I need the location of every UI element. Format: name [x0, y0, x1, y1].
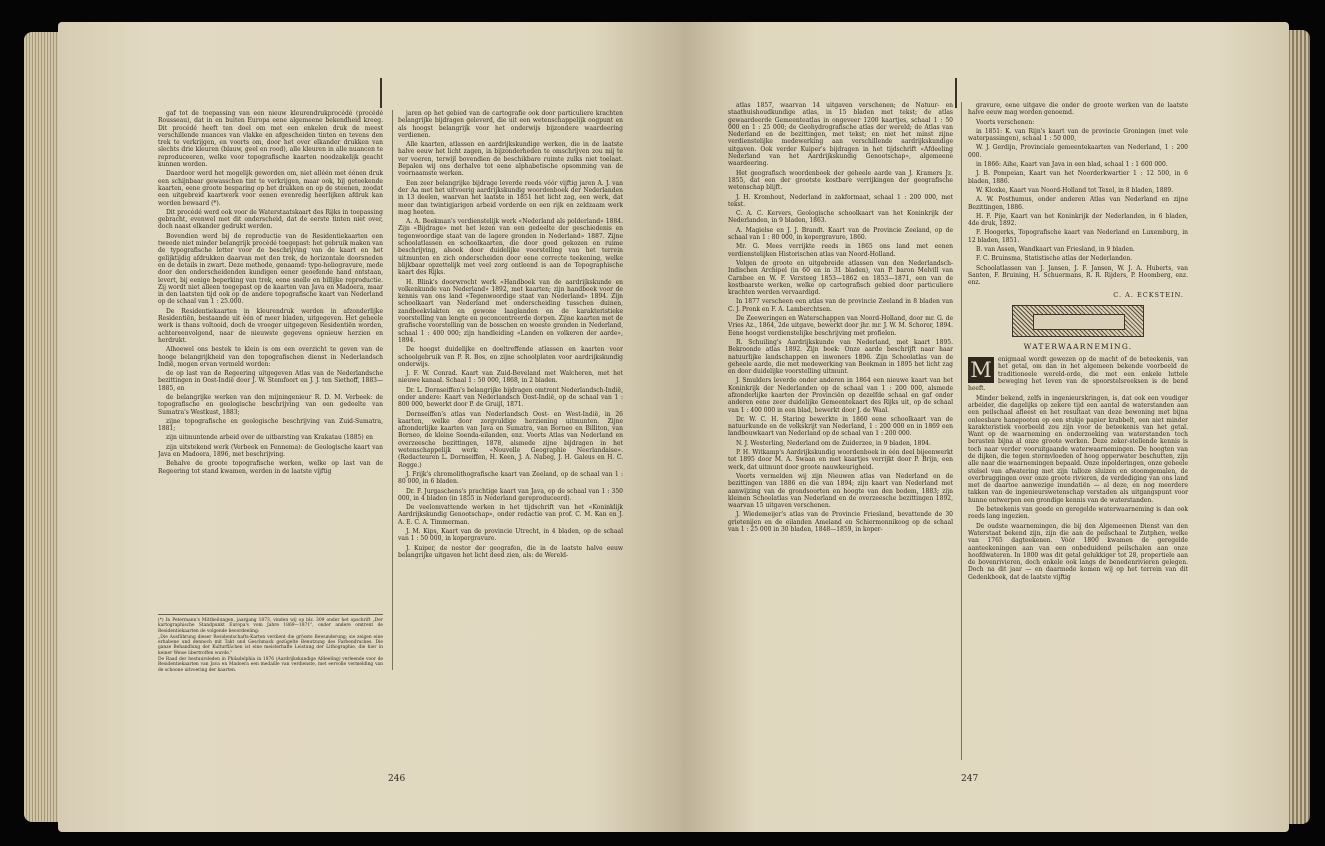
- paragraph: Een zeer belangrijke bijdrage leverde reeds vóór vijftig jaren A. J. van der Aa met het uitvoerig aardrijkskundig woordenboek der Nederlanden in 13 deelen, waarvan het laatste in 1851 het licht zag, een werk, dat meer dan twintigjarigen arbeid vorderde en een rijk en zeldzaam werk mag heeten.: [398, 179, 623, 216]
- paragraph: Dr. F. Jurgaschens's prachtige kaart van Java, op de schaal van 1 : 350 000, in 4 bladen (in 1855 in Nederland gereproduceerd).: [398, 487, 623, 502]
- paragraph: Alle kaarten, atlassen en aardrijkskundige werken, die in de laatste halve eeuw het licht zagen, in bijzonderheden te omschrijven zou mij te ver voeren, terwijl bovendien de beschikbare ruimte zulks niet toelaat. Bepalen wij ons derhalve tot eene alphabetische opsomming van de voornaamste werken.: [398, 141, 623, 178]
- paragraph: C. A. C. Kervers, Geologische schoolkaart van het Koninkrijk der Nederlanden, in 9 bladen, 1863.: [728, 210, 953, 225]
- footnote-text: „Die Ausführung dieser Residentschafts-Karten verdient die grösste Bewunderung; sie zeigen eine erhabene und dennoch mit Takt und Geschmack gezügelte Benutzung des Farbendruckes. Die ganze Behandlung der Kulturflächen ist eine meisterhafte Leistung der Lithographie, die hier in keiner Weise übertroffen wurde.": [158, 634, 383, 656]
- footnote-text: De Raad der bestuursleden in Philadelphia in 1876 (Aardrijkskundige Afdeeling) verleende voor de Residentiekaarten van Java en Madoera een medaille van verdienste, met eervolle vermelding van de schoone uitvoering der kaarten.: [158, 657, 383, 673]
- column-marker: [955, 78, 957, 108]
- paragraph: Dit procédé werd ook voor de Waterstaatskaart des Rijks in toepassing gebracht, evenwel met dit onderscheid, dat de eerste tinten niet over, doch naast elkander gedrukt werden.: [158, 208, 383, 231]
- paragraph: De Residentiekaarten in kleurendruk werden in afzonderlijke Residentiën, bestaande uit één of meer bladen, uitgegeven. Het geheele werk is thans voltooid, doch de vroeger uitgegeven Residentiën worden, achtereenvolgend, naar de nieuwste gegevens opnieuw herzien en herdrukt.: [158, 307, 383, 344]
- paragraph: H. Blink's doorwrocht werk «Handboek van de aardrijkskunde en volkenkunde van Nederland» 1892, met kaarten; zijn handboek voor de kennis van ons land «Tegenwoordige staat van Nederland» 1894. Zijn schoolkaart van Nederland met onderscheiding tusschen duinen, zandbeekvlakten en gewone laaglanden en de karakteristieke voorstelling van lengte en geconcentreerde dorpen. Zijne kaarten met de grafische voorstelling van de bosschen en woeste gronden in Nederland, schaal 1 : 400 000; zijn handleiding «Landen en volkeren der aarde», 1894.: [398, 278, 623, 344]
- decorative-ornament: [1012, 305, 1144, 337]
- paragraph: in 1851: K. van Rijn's kaart van de provincie Groningen (met vele waterpassingen), schaal 1 : 50 000,: [968, 127, 1188, 143]
- paragraph: Voorts verschenen:: [976, 118, 1035, 126]
- paragraph: De veelomvattende werken in het tijdschrift van het «Koninklijk Aardrijkskundig Genootschap», onder redactie van prof. C. M. Kan en J. A. E. C. A. Timmerman.: [398, 504, 623, 526]
- paragraph: gaf tot de toepassing van een nieuw kleurendrukprocédé (procédé Rousseau), dat in en buiten Europa eene algemeene bekendheid kreeg. Dit procédé heeft ten doel om met een enkelen druk de meest verschillende nuances van vlakke en afgescheiden tinten en tevens den trek te verkrijgen, en voorts om, door het over elkander drukken van slechts drie kleuren (blauw, geel en rood), alle kleuren in alle nuancen te reproduceeren, welke voor topografische kaarten noodzakelijk geacht kunnen worden.: [158, 110, 383, 169]
- paragraph: F. C. Bruinsma, Statistische atlas der Nederlanden.: [976, 255, 1133, 263]
- footnote-text: (*) In Petermann's Mittheilungen, jaargang 1873, vinden wij op blz. 309 onder het opschrift „Der kartographische Standpunkt Europa's vom Jahre 1869—1871", onder andere omtrent de Residentiekaarten de volgende beoordeeling:: [158, 618, 383, 634]
- paragraph: Bovendien werd bij de reproductie van de Residentiekaarten een tweede niet minder belangrijk procédé toegepast: het gebruik maken van de typografische letter voor de beschrijving van de kaart en het gelijktijdig afdrukken daarvan met den trek, de horizontale doorsneden en de details in zwart. Deze methode, genaamd: typo-heliogravure, mede door den onderscheidenden kundigen eener geoefende hand ontstaan, levert, bij eenige beperking van trek, eene snelle en billijke reproductie. Zij wordt niet alleen toegepast op de kaarten van Java en Madoera, maar in den laatsten tijd ook op de andere topografische kaart van Nederland op de schaal van 1 : 25.000.: [158, 232, 383, 306]
- paragraph: gravure, eene uitgave die onder de groote werken van de laatste halve eeuw mag worden genoemd.: [968, 102, 1188, 117]
- left-page: [58, 22, 683, 832]
- paragraph-text: enigmaal wordt gewezen op de macht of de beteekenis, van het getal, om dan in het algemeen bekende voorbeeld de traditioneele wereld-orde, die met een enkele luttele beweging het leven van de spoorstelsreeksen is de bend heeft.: [968, 356, 1188, 393]
- column-divider: [392, 110, 393, 670]
- paragraph: Volgen de groote en uitgebreide atlassen van den Nederlandsch-Indischen Archipel (in 60 en in 31 bladen), van P. baron Melvill van Carnbee en W. F. Versteeg 1853—1862 en 1853—1871, een van de kostbaarste werken, welke op cartografisch gebied door particuliere krachten werden vervaardigd.: [728, 259, 953, 297]
- paragraph: P. H. Witkamp's Aardrijkskundig woordenboek in één deel bijeenwerkt tot 1895 door M. A. Swaan en met kaartjes verrijkt door P. Brijn, een werk, dat uitmunt door groote nauwkeurigheid.: [728, 449, 953, 471]
- paragraph: de belangrijke werken van den mijningenieur R. D. M. Verbeek: de topografische en geologische beschrijving van een gedeelte van Sumatra's Westkust, 1883;: [158, 393, 383, 416]
- paragraph: [968, 356, 1188, 392]
- paragraph: J. Frijk's chromolithografische kaart van Zeeland, op de schaal van 1 : 80 000, in 6 bladen.: [398, 470, 623, 486]
- paragraph: Het geografisch woordenboek der geheele aarde van J. Kramers Jz. 1855, dat een der grootste kostbare verrijkingen der geografische wetenschap blijft.: [728, 169, 953, 192]
- page-number: 247: [961, 774, 979, 784]
- paragraph: F. Hoogerks, Topografische kaart van Nederland en Luxemburg, in 12 bladen, 1851.: [968, 229, 1188, 244]
- paragraph: J. H. Kromhout, Nederland in zakformaat, schaal 1 : 200 000, met tekst.: [728, 193, 953, 208]
- paragraph: Mr. G. Mees verrijkte reeds in 1865 ons land met eenen verdienstelijken Historischen atlas van Noord-Holland.: [728, 243, 953, 258]
- footnote: [158, 614, 383, 674]
- paragraph: De hoogst duidelijke en doeltreffende atlassen en kaarten voor schoolgebruik van P. R. Bos, en zijne schoolplaten voor aardrijkskundig onderwijs.: [398, 346, 623, 368]
- right-column-1: [728, 102, 953, 760]
- paragraph: J. Wiedemeijer's atlas van de Provincie Friesland, bevattende de 30 grietenijen en de eilanden Ameland en Schiermonnikoog op de schaal van 1 : 25 000 in 30 bladen, 1848—1859, in koper-: [728, 511, 953, 534]
- paragraph: Behalve de groote topografische werken, welke op last van de Regeering tot stand kwamen, werden in de laatste vijftig: [158, 460, 383, 475]
- paragraph: in 1866: Aihe, Kaart van Java in een blad, schaal 1 : 1 600 000.: [976, 161, 1168, 169]
- paragraph: J. Smulders leverde onder anderen in 1864 een nieuwe kaart van het Koninkrijk der Nederlanden op de schaal van 1 : 200 000, alsmede afzonderlijke kaarten der Provinciën op dezelfde schaal en gaf onder anderen eene zeer duidelijke Gemeentekaart des Rijks uit, op de schaal van 1 : 400 000 in een blad, bewerkt door J. de Waal.: [728, 377, 953, 414]
- column-marker: [380, 78, 382, 108]
- paragraph: W. Kloxke, Kaart van Noord-Holland tot Texel, in 8 bladen, 1889.: [976, 186, 1174, 194]
- paragraph: Alhoewel ons bestek te klein is om een overzicht te geven van de hooge belangrijkheid van den topografischen dienst in Nederlandsch Indië, mogen ervan vermeld worden:: [158, 346, 383, 368]
- paragraph: De oudste waarnemingen, die bij den Algemeenen Dienst van den Waterstaat bekend zijn, zijn die aan de peilschaal te Zutphen, welke van 1765 dagteekenen. Vóór 1800 kwamen de geregelde aanteekeningen aan van een onbeduidend peilschalen aan onze hoofdwateren. In 1800 was dit getal gelukkiger tot 28, propertiele aan de bovenrivieren, doch enkele ook langs de benedenrivieren gelegen. Doch na dit jaar — en daarmede komen wij op het terrein van dit Gedenkboek, dat de laatste vijftig: [968, 522, 1188, 581]
- paragraph: J. Kuiper, de nestor der geografen, die in de laatste halve eeuw belangrijke uitgaven het licht deed zien, als: de Wereld-: [398, 544, 623, 559]
- paragraph: B. van Assen, Wandkaart van Friesland, in 9 bladen.: [976, 246, 1135, 254]
- page-block-right: [1288, 30, 1310, 824]
- paragraph: W. J. Gerdijn, Provinciale gemeentekaarten van Nederland, 1 : 200 000.: [968, 144, 1188, 159]
- drop-cap: M: [968, 357, 994, 383]
- paragraph: Dornseiffen's atlas van Nederlandsch Oost- en West-Indië, in 26 kaarten, welke door zorgvuldige herziening uitmunten. Zijne afzonderlijke kaarten van Java en Sumatra, van Borneo en Billiton, van Borneo, de kleine Soenda-eilanden, enz. Voorts Atlas van Nederland en overzeesche bezittingen, 1878, alsmede zijne bijdragen in het wetenschappelijk werk: «Nouvelle Geographie Neerlandaise». (Redacteuren L. Dornseiffen, H. Keen, J. A. Nabeg, J. H. Galeus en H. C. Rogge.): [398, 410, 623, 469]
- column-divider: [961, 102, 962, 760]
- paragraph: jaren op het gebied van de cartografie ook door particuliere krachten belangrijke bijdragen geleverd, die uit een wetenschappelijk oogpunt en als hoogst belangrijk voor het onderwijs bijzondere waardeering verdienen.: [398, 110, 623, 139]
- open-book: [24, 22, 1310, 832]
- paragraph: atlas 1857, waarvan 14 uitgaven verschenen; de Natuur- en staathuishoudkundige atlas, in 15 bladen met tekst; de atlas gewaardeerde Gemeenteatlas in ongeveer 1200 kaartjes, schaal 1 : 50 000 en 1 : 25 000; de Geohydrografische atlas der wereld; de Atlas van Nederland en de bezittingen, met tekst; en niet het minst zijne verdienstelijke medewerking aan verschillende aardrijkskundige uitgaven. Ook verder Kuiper's bijdragen in het tijdschrift «Afdeeling Nederland van het Aardrijkskundig Genootschap», algemeene waardeering.: [728, 102, 953, 168]
- paragraph: Dr. W. C. H. Staring bewerkte in 1860 eene schoolkaart van de natuurkunde en de volkskrijt van Nederland, 1 : 200 000 en in 1869 een landbouwkaart van Nederland op de schaal van 1 : 200 000.: [728, 415, 953, 438]
- paragraph: In 1877 verscheen een atlas van de provincie Zeeland in 8 bladen van C. J. Pronk en F. A. Lamberchtsen.: [728, 298, 953, 313]
- paragraph: zijn uitstekend werk (Verbeek en Fennema): de Geologische kaart van Java en Madoera, 1896, met beschrijving.: [158, 443, 383, 459]
- paragraph: De Zeeweringen en Waterschappen van Noord-Holland, door mr. G. de Vries Az., 1864, 2de uitgave, bewerkt door jhr. mr. J. W. M. Schorer, 1894. Eene hoogst verdienstelijke beschrijving met profielen.: [728, 315, 953, 337]
- paragraph: R. Schuiling's Aardrijkskunde van Nederland, met kaart 1895. Bekroonde atlas 1892. Zijn boek: Onze aarde beschrijft naar haar natuurlijke landschappen en inwoners 1896. Zijn Schoolatlas van de geheele aarde, die met medewerking van Beekman in 1895 het licht zag en door duidelijke voorstelling uitmunt.: [728, 338, 953, 376]
- right-column-2: [968, 102, 1188, 760]
- paragraph: Daardoor werd het mogelijk geworden om, niet alléén met éénen druk een schijnbaar gewasschen tint te verkrijgen, maar ook, bij geteekende kaarten, eene groote besparing op het drukken en op de steenen, zoodat een uitgebreid kaartwerk voor eenen evenredig heerlijken afdruk kan worden bewaard (*).: [158, 170, 383, 207]
- paragraph: Minder bekend, zelfs in ingenieurskringen, is, dat ook een voudiger arbeider, die dagelijks op zekere tijd een aantal de waterstanden aan een peilschaal afleest en het resultaat van deze bewoning met bijna onleesbare hanepooten op een stukje papier krabbelt, een niet minder karakteristiek voorbeeld zou zijn voor de beteekenis van het getal. Want op de waarneming en onderzoeking van waterstanden toch berusten bijna al onze groote werken. Deze zeker-stellende kennis is toch naar verder vooruitgaande waterwaarnemingen. De hoogten van de dijken, die tegen stormvloeden of hoog opperwater beschutten, zijn alle naar die waarnemingen bepaald. Onze inpolderingen, onze geheele stelsel van afwatering met zijn talloze sluizen en stoomgemalen, de overbruggingen over onze groote rivieren, de verdediging van ons land met de daartoe aanwezige inundatiën — al deze, en nog meerdere takken van de ingenieurswetenschap verstaden als uitgangspunt voor hunne ontwerpen een grondige kennis van de waterstanden.: [968, 394, 1188, 504]
- left-column-1: [158, 110, 383, 608]
- paragraph: Dr. L. Dornseiffen's belangrijke bijdragen omtrent Nederlandsch-Indië, onder andere: Kaart van Nederlandsch Oost-Indië, op de schaal van 1 : 800 000, bewerkt door P. de Gruijl, 1871.: [398, 386, 623, 409]
- left-column-2: [398, 110, 623, 760]
- paragraph: de op last van de Regeering uitgegeven Atlas van de Nederlandsche bezittingen in Oost-Indië door J. W. Stemfoort en J. J. ten Siethoff, 1883—1885, en: [158, 370, 383, 392]
- right-page: [683, 22, 1289, 832]
- paragraph: A. W. Posthumus, onder anderen Atlas van Nederland en zijne Bezittingen, 1886.: [968, 196, 1188, 211]
- paragraph: De beteekenis van goede en geregelde waterwaarneming is dan ook reeds lang ingezien.: [968, 506, 1188, 521]
- paragraph: Schoolatlassen van J. Jansen, J. F. Jansen, W. J. A. Huberts, van Santen, F. Bruining, H. Schuermans, R. R. Rijders, P. Hoomberg, enz. enz.: [968, 264, 1188, 287]
- paragraph: zijne topografische en geologische beschrijving van Zuid-Sumatra, 1881;: [158, 417, 383, 433]
- paragraph: J. F. W. Conrad. Kaart van Zuid-Beveland met Walcheren, met het nieuwe kanaal. Schaal 1 : 50 000, 1868, in 2 bladen.: [398, 370, 623, 385]
- paragraph: J. B. Pompeian, Kaart van het Noorderkwartier 1 : 12 500, in 6 bladen, 1886.: [968, 170, 1188, 185]
- paragraph: A. Magielse en J. J. Brandt. Kaart van de Provincie Zeeland, op de schaal van 1 : 80 000, in kopergravure, 1860.: [728, 226, 953, 242]
- paragraph: N. J. Westerling, Nederland om de Zuiderzee, in 9 bladen, 1894.: [736, 439, 931, 447]
- paragraph: Voorts vermelden wij zijn Nieuwen atlas van Nederland en de bezittingen van 1886 en die van 1894; zijn kaart van Nederland met aanwijzing van de grondsoorten en hoogte van den bodem, 1883; zijn kleinen Schoolatlas van Nederland en de overzeesche bezittingen 1892, waarvan 15 uitgaven verschenen.: [728, 472, 953, 510]
- paragraph: J. M. Kips, Kaart van de provincie Utrecht, in 4 bladen, op de schaal van 1 : 50 000, in kopergravure.: [398, 528, 623, 543]
- paragraph: H. F. Pije, Kaart van het Koninkrijk der Nederlanden, in 6 bladen, 4de druk, 1892.: [968, 212, 1188, 228]
- paragraph: A. A. Beekman's verdienstelijk werk «Nederland als polderland» 1884. Zijn «Bijdrage» met het lezen van een gedeelte der geschiedenis en tegenwoordige staat van de lagere gronden in Nederland» 1887. Zijne schoolatlassen en schoolkaarten, die door goed gekozen en ruime beschrijving, alsook door duidelijke voorstelling van het terrein uitmunten en zich onderscheiden door eene correcte teekening, welke blijkbaar opzettelijk met veel zorg ontleend is aan de Topographische kaart des Rijks.: [398, 218, 623, 277]
- section-heading: WATERWAARNEMING.: [1023, 341, 1133, 351]
- page-number: 246: [388, 774, 406, 784]
- paragraph: zijn uitmuntende arbeid over de uitbarsting van Krakatau (1885) en: [166, 434, 373, 442]
- author-signature: C. A. ECKSTEIN.: [1113, 290, 1184, 299]
